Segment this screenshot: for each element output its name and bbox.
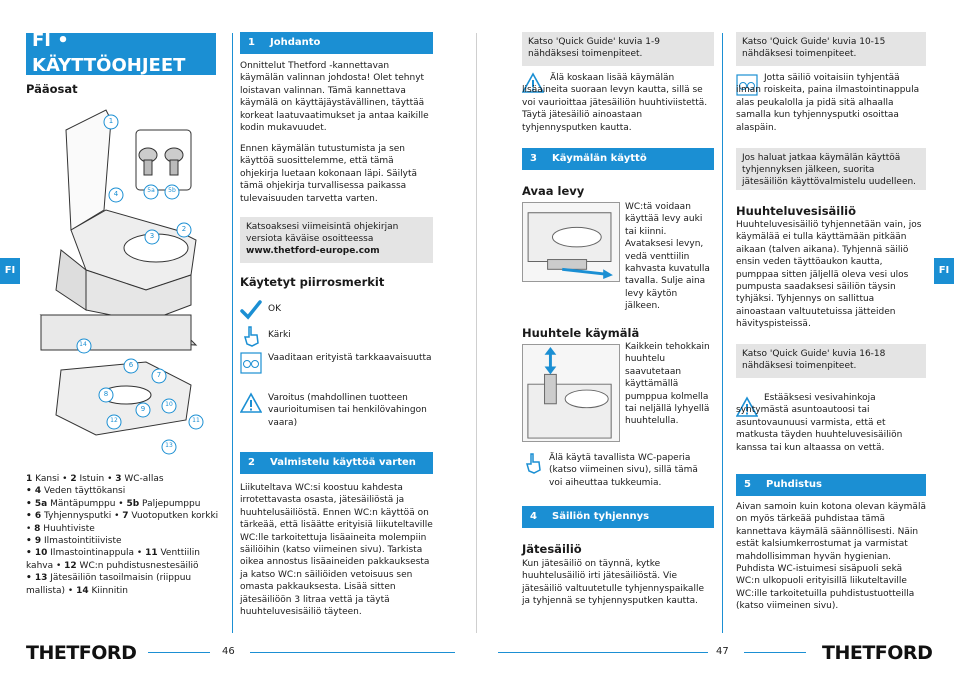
footer-rule <box>250 652 455 653</box>
pointing-hand-icon <box>240 325 262 347</box>
part-text: WC:n puhdistusnestesäiliö <box>76 560 199 571</box>
flushtank-heading: Huuhteluvesisäiliö <box>736 204 857 218</box>
callout-label: 13 <box>165 442 173 449</box>
intro-paragraph-1: Onnittelut Thetford -kannettavan käymälän valinnan johdosta! Olet tehnyt loistavan valinnan. Tämä kannettava käymälä on käyttäjäystävällinen, täyttää korkeat laatuvaatimukset ja antaa kaikille kodin mukavuudet. <box>240 61 429 134</box>
language-tab: FI <box>934 258 954 284</box>
part-num: • 13 <box>26 573 48 584</box>
footer-rule <box>148 652 210 653</box>
part-text: Vuotoputken korkki • <box>26 511 219 534</box>
section-header-intro <box>240 32 433 54</box>
section-number: 1 <box>248 37 255 49</box>
callout-label: 2 <box>181 225 187 233</box>
section-title: Säiliön tyhjennys <box>552 511 650 523</box>
column-divider <box>722 33 723 633</box>
symbol-row-warning <box>240 392 440 429</box>
part-num: 14 <box>76 585 89 596</box>
thetford-logo: THETFORD <box>822 642 933 664</box>
callout-label: 4 <box>113 190 119 198</box>
website-note-text: Katsoaksesi viimeisintä ohjekirjan versiota käväise osoitteessa <box>246 222 399 245</box>
part-text: Venttiilin kahva • <box>26 548 200 571</box>
website-note-box <box>240 217 433 263</box>
glasses-icon <box>240 352 262 374</box>
section-title: Valmistelu käyttöä varten <box>270 457 416 469</box>
toilet-parts-illustration <box>26 100 222 460</box>
part-num: 7 <box>122 511 129 522</box>
open-text: WC:tä voidaan käyttää levy auki tai kiinni. Avataksesi levyn, vedä venttiilin kahvasta kuvatulla tavalla. Sulje aina levy käytön jälkeen. <box>625 202 710 312</box>
part-text: Ilmastointinappula • <box>47 548 146 559</box>
intro-paragraph-2: Ennen käymälän tutustumista ja sen käyttöä suosittelemme, että tämä ohjekirja luetaan kokonaan läpi. Säilytä tämä ohjekirja turvallisessa paikassa tulevaisuuden tarvetta varten. <box>240 144 418 204</box>
warning-text: Älä koskaan lisää käymälän lisäaineita suoraan levyn kautta, sillä se voi vaurioittaa jätesäiliön huuhtiviistettä. Täytä jätesäiliö ainoastaan tyhjennysputken kautta. <box>522 73 708 133</box>
callout-label: 8 <box>103 390 109 398</box>
open-heading: Avaa levy <box>522 184 585 198</box>
section-number: 5 <box>744 479 751 491</box>
section-title: Puhdistus <box>766 479 822 491</box>
page-number: 46 <box>222 646 235 657</box>
part-num: 11 <box>145 548 158 559</box>
prep-paragraph: Liikuteltava WC:si koostuu kahdesta irrotettavasta osasta, jätesäiliöstä ja huuhtelusäiliöstä. Ennen WC:n käyttöä on tärkeää, että lisäätte erityisiä liikuteltaville WC:lle tarkoitettuja lisäaineita molempiin säiliöihin (katso viimeinen sivu). Tarkista oikea annostus lisäaineiden pakkauksesta ja katso WC:n säiliöiden vetoisuus sen omasta pakkauksesta. Lisää sitten jätesäiliöön 3 litraa vettä ja täytä huuhteluvesisäiliö täyteen. <box>240 483 433 618</box>
warning-triangle-icon <box>240 392 262 414</box>
part-text: Kansi • <box>32 474 71 484</box>
symbols-heading: Käytetyt piirrosmerkit <box>240 275 385 289</box>
section-number: 4 <box>530 511 537 523</box>
part-num: • 5a <box>26 498 48 509</box>
symbol-row-care <box>240 352 440 374</box>
part-text: Paljepumppu <box>139 498 201 509</box>
flushtank-text: Huuhteluvesisäiliö tyhjennetään vain, jos käymälää ei tulla käyttämään pitkään aikaan (talven aikana). Tyhjennä säiliö ensin veden täyttöaukon kautta, pumppaa sitten jäljellä oleva vesi ulos pumpusta saadaksesi säiliön täysin tyhjäksi. Tyhjennys on sallittua ainoastaan valtuutetuissa jätteiden hävityspisteissä. <box>736 220 922 330</box>
part-text: Tyhjennysputki • <box>41 511 123 522</box>
flush-pump-illustration <box>522 344 620 442</box>
tank-heading: Jätesäiliö <box>522 542 582 556</box>
callout-label: 10 <box>165 401 173 408</box>
callout-label: 6 <box>128 361 134 369</box>
section-header-prep <box>240 452 433 474</box>
callout-label: 5a <box>147 187 155 194</box>
tip-text: Älä käytä tavallista WC-paperia (katso viimeinen sivu), sillä tämä voi aiheuttaa tukkeumia. <box>549 453 698 488</box>
footer-rule <box>498 652 708 653</box>
part-text: Huuhtiviste <box>40 523 95 534</box>
tank-text: Kun jätesäiliö on täynnä, kytke huuhtelusäiliö irti jätesäiliöstä. Vie jätesäiliö valtuutetulle tyhjennyspaikalle ja tyhjennä se tyhjennysputken kautta. <box>522 559 704 607</box>
section-number: 2 <box>248 457 255 469</box>
part-num: 2 <box>70 474 77 484</box>
symbol-label: OK <box>268 304 281 314</box>
part-text: Veden täyttökansi <box>41 486 126 497</box>
callout-label: 14 <box>79 341 87 348</box>
parts-list <box>26 473 222 597</box>
part-num: 8 <box>34 523 41 534</box>
part-num: 5b <box>126 498 140 509</box>
care-text: Jotta säiliö voitaisiin tyhjentää ilman roiskeita, paina ilmastointinappula alas peukalolla ja pidä sitä alhaalla samalla kun tyhjennysputki osoittaa alaspäin. <box>736 73 920 133</box>
page-title: FI • KÄYTTÖOHJEET <box>26 33 216 75</box>
part-num: • 6 <box>26 511 42 522</box>
callout-label: 11 <box>192 417 200 424</box>
tip-block <box>522 452 544 478</box>
part-num: • 9 <box>26 536 42 547</box>
checkmark-icon <box>240 299 262 321</box>
quick-guide-note-1-9: Katso 'Quick Guide' kuvia 1-9 nähdäksesi toimenpiteet. <box>522 32 714 66</box>
flush-text: Kaikkein tehokkain huuhtelu saavutetaan käyttämällä pumppua kolmella tai neljällä lyhyellä huuhtelulla. <box>625 342 710 427</box>
language-tab: FI <box>0 258 20 284</box>
callout-label: 12 <box>110 417 118 424</box>
symbol-row-ok <box>240 299 440 321</box>
part-num: 12 <box>64 560 77 571</box>
continue-use-note: Jos haluat jatkaa käymälän käyttöä tyhjennyksen jälkeen, suorita jätesäiliön käyttövalmistelu uudelleen. <box>736 148 926 190</box>
page-gutter <box>476 33 477 633</box>
quick-guide-note-16-18: Katso 'Quick Guide' kuvia 16-18 nähdäksesi toimenpiteet. <box>736 344 926 378</box>
cleaning-text: Aivan samoin kuin kotona olevan käymälä on myös tärkeää puhdistaa tämä kannettava käymälä säännöllisesti. Näin estät kalsiumkerrostumat ja varmistat mahdollisimman hyvän hygienian. Puhdista WC-istuimesi sisäpuoli sekä WC:n ulkopuoli erityisillä liikuteltaville WC:ille tarkoitetuilla puhdistustuotteilla (katso viimeinen sivu). <box>736 502 926 612</box>
part-num: 3 <box>115 474 122 484</box>
footer-rule <box>744 652 806 653</box>
section-header-empty <box>522 506 714 528</box>
part-num: • 4 <box>26 486 42 497</box>
flush-heading: Huuhtele käymälä <box>522 326 640 340</box>
callout-label: 9 <box>140 405 146 413</box>
part-text: Ilmastointitiiviste <box>41 536 122 547</box>
part-text: Istuin • <box>76 474 116 484</box>
parts-heading: Pääosat <box>26 82 78 96</box>
column-divider <box>232 33 233 633</box>
callout-label: 3 <box>149 232 155 240</box>
part-text: Mäntäpumppu • <box>47 498 127 509</box>
symbol-row-tip <box>240 325 440 347</box>
symbol-label: Varoitus (mahdollinen tuotteen vaurioitumisen tai henkilövahingon vaara) <box>268 393 427 428</box>
callout-label: 7 <box>156 371 162 379</box>
section-header-use <box>522 148 714 170</box>
section-number: 3 <box>530 153 537 165</box>
part-num: • 10 <box>26 548 48 559</box>
page-number: 47 <box>716 646 729 657</box>
symbol-label: Vaaditaan erityistä tarkkaavaisuutta <box>268 353 432 363</box>
pointing-hand-icon <box>522 452 544 474</box>
callout-label: 1 <box>108 117 114 125</box>
part-num: 1 <box>26 474 33 484</box>
quick-guide-note-10-15: Katso 'Quick Guide' kuvia 10-15 nähdäksesi toimenpiteet. <box>736 32 926 66</box>
website-link[interactable]: www.thetford-europe.com <box>246 246 380 257</box>
part-text: WC-allas <box>121 474 164 484</box>
callout-label: 5b <box>168 187 176 194</box>
symbol-label: Kärki <box>268 330 291 340</box>
open-valve-illustration <box>522 202 620 282</box>
section-title: Käymälän käyttö <box>552 153 647 165</box>
part-text: Kiinnitin <box>88 585 128 596</box>
part-text: Jätesäiliön tasoilmaisin (riippuu mallista) • <box>26 573 192 596</box>
section-title: Johdanto <box>270 37 321 49</box>
warning-text: Estääksesi vesivahinkoja syntymästä asuntoautoosi tai asuntovaunuusi varmista, että et matkusta täyden huuhteluvesisäiliön kanssa tai kun altaassa on vettä. <box>736 393 903 453</box>
thetford-logo: THETFORD <box>26 642 137 664</box>
section-header-cleaning <box>736 474 926 496</box>
